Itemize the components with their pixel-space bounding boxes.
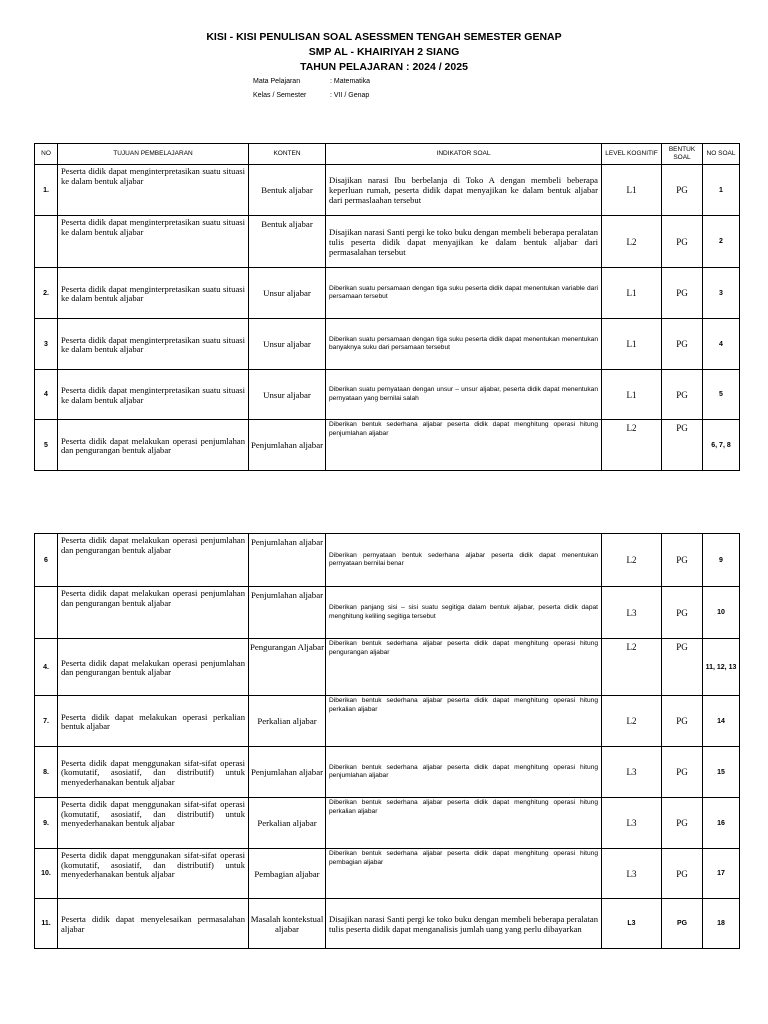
table-row <box>35 849 740 899</box>
row-tujuan: Peserta didik dapat melakukan operasi penjumlahan dan pengurangan bentuk aljabar <box>58 420 249 471</box>
row-soal: 15 <box>703 747 740 798</box>
document-title: KISI - KISI PENULISAN SOAL ASESSMEN TENGAH SEMESTER GENAP <box>206 31 562 43</box>
table-row <box>35 268 740 319</box>
school-name: SMP AL - KHAIRIYAH 2 SIANG <box>308 46 460 58</box>
row-indikator: Diberikan bentuk sederhana aljabar peserta didik dapat menghitung operasi hitung perkalian aljabar <box>326 696 602 747</box>
row-konten: Unsur aljabar <box>249 319 326 370</box>
row-soal: 11, 12, 13 <box>703 639 740 696</box>
col-bentuk: BENTUK SOAL <box>662 144 703 165</box>
row-bentuk: PG <box>662 534 703 587</box>
row-bentuk: PG <box>662 798 703 849</box>
row-soal: 1 <box>703 165 740 216</box>
row-level: L1 <box>602 370 662 420</box>
row-no <box>35 587 58 639</box>
col-no: NO <box>35 144 58 165</box>
row-bentuk: PG <box>662 165 703 216</box>
table-header-row <box>35 144 740 165</box>
row-level: L2 <box>602 534 662 587</box>
row-no: 11. <box>35 899 58 949</box>
col-nosoal: NO SOAL <box>703 144 740 165</box>
subject-label: Mata Pelajaran <box>253 78 301 85</box>
row-indikator: Diberikan bentuk sederhana aljabar peserta didik dapat menghitung operasi hitung perkalian aljabar <box>326 798 602 849</box>
row-level: L2 <box>602 216 662 268</box>
academic-year: TAHUN PELAJARAN : 2024 / 2025 <box>300 61 468 73</box>
row-tujuan: Peserta didik dapat menggunakan sifat-sifat operasi (komutatif, asosiatif, dan distributif) untuk menyederhanakan bentuk aljabar <box>58 747 249 798</box>
row-soal: 5 <box>703 370 740 420</box>
row-tujuan: Peserta didik dapat menginterpretasikan suatu situasi ke dalam bentuk aljabar <box>58 268 249 319</box>
row-bentuk: PG <box>662 639 703 696</box>
row-bentuk: PG <box>662 899 703 949</box>
col-indikator: INDIKATOR SOAL <box>326 144 602 165</box>
row-indikator: Diberikan bentuk sederhana aljabar peserta didik dapat menghitung operasi hitung pengurangan aljabar <box>326 639 602 696</box>
row-soal: 3 <box>703 268 740 319</box>
row-no: 4. <box>35 639 58 696</box>
row-konten: Penjumlahan aljabar <box>249 747 326 798</box>
row-soal: 14 <box>703 696 740 747</box>
row-indikator: Diberikan suatu pernyataan dengan unsur – unsur aljabar, peserta didik dapat menentukan pernyataan yang bernilai salah <box>326 370 602 420</box>
row-konten: Perkalian aljabar <box>249 798 326 849</box>
table-row <box>35 165 740 216</box>
table-row <box>35 587 740 639</box>
row-indikator: Diberikan panjang sisi – sisi suatu segitiga dalam bentuk aljabar, peserta didik dapat menghitung keliling segitiga tersebut <box>326 587 602 639</box>
row-level: L1 <box>602 319 662 370</box>
row-level: L1 <box>602 268 662 319</box>
row-bentuk: PG <box>662 319 703 370</box>
row-level: L3 <box>602 899 662 949</box>
row-konten: Penjumlahan aljabar <box>249 420 326 471</box>
row-bentuk: PG <box>662 268 703 319</box>
table-row <box>35 534 740 587</box>
row-no: 3 <box>35 319 58 370</box>
row-no: 9. <box>35 798 58 849</box>
kisi-table-2 <box>34 533 740 949</box>
row-soal: 16 <box>703 798 740 849</box>
row-indikator: Disajikan narasi Santi pergi ke toko buku dengan membeli beberapa peralatan tulis peserta didik dapat menganalisis jumlah uang yang perlu dibayarkan <box>326 899 602 949</box>
row-indikator: Diberikan suatu persamaan dengan tiga suku peserta didik dapat menentukan variable dari persamaan tersebut <box>326 268 602 319</box>
row-level: L3 <box>602 747 662 798</box>
table-row <box>35 696 740 747</box>
row-konten: Pembagian aljabar <box>249 849 326 899</box>
row-soal: 6, 7, 8 <box>703 420 740 471</box>
table-row <box>35 420 740 471</box>
row-bentuk: PG <box>662 849 703 899</box>
row-no: 5 <box>35 420 58 471</box>
col-konten: KONTEN <box>249 144 326 165</box>
row-no: 6 <box>35 534 58 587</box>
row-no: 2. <box>35 268 58 319</box>
row-indikator: Diberikan bentuk sederhana aljabar peserta didik dapat menghitung operasi hitung pembagian aljabar <box>326 849 602 899</box>
subject-value: : Matematika <box>330 78 371 85</box>
table-row <box>35 216 740 268</box>
row-indikator: Diberikan bentuk sederhana aljabar peserta didik dapat menghitung operasi hitung penjumlahan aljabar <box>326 747 602 798</box>
class-value: : VII / Genap <box>330 92 370 99</box>
row-tujuan: Peserta didik dapat menginterpretasikan suatu situasi ke dalam bentuk aljabar <box>58 216 249 268</box>
row-indikator: Disajikan narasi Santi pergi ke toko buku dengan membeli beberapa peralatan tulis peserta didik dapat menyajikan ke dalam bentuk aljabar dari permasalahan tersebut <box>326 216 602 268</box>
row-konten: Unsur aljabar <box>249 268 326 319</box>
row-tujuan: Peserta didik dapat menginterpretasikan suatu situasi ke dalam bentuk aljabar <box>58 165 249 216</box>
row-konten: Perkalian aljabar <box>249 696 326 747</box>
row-level: L3 <box>602 849 662 899</box>
kisi-table-1 <box>34 143 740 471</box>
row-indikator: Diberikan pernyataan bentuk sederhana aljabar peserta didik dapat menentukan pernyataan bernilai benar <box>326 534 602 587</box>
class-row <box>253 92 369 99</box>
row-konten: Penjumlahan aljabar <box>249 534 326 587</box>
col-tujuan: TUJUAN PEMBELAJARAN <box>58 144 249 165</box>
row-konten: Pengurangan Aljabar <box>249 639 326 696</box>
row-soal: 17 <box>703 849 740 899</box>
class-label: Kelas / Semester <box>253 92 307 99</box>
row-soal: 4 <box>703 319 740 370</box>
row-level: L2 <box>602 696 662 747</box>
table-row <box>35 747 740 798</box>
table-row <box>35 370 740 420</box>
row-bentuk: PG <box>662 370 703 420</box>
row-indikator: Diberikan bentuk sederhana aljabar peserta didik dapat menghitung operasi hitung penjumlahan aljabar <box>326 420 602 471</box>
row-level: L2 <box>602 420 662 471</box>
row-soal: 2 <box>703 216 740 268</box>
row-konten: Unsur aljabar <box>249 370 326 420</box>
row-level: L3 <box>602 587 662 639</box>
table-row <box>35 899 740 949</box>
row-konten: Masalah kontekstual aljabar <box>249 899 326 949</box>
row-tujuan: Peserta didik dapat melakukan operasi penjumlahan dan pengurangan bentuk aljabar <box>58 587 249 639</box>
row-tujuan: Peserta didik dapat menginterpretasikan suatu situasi ke dalam bentuk aljabar <box>58 370 249 420</box>
row-bentuk: PG <box>662 420 703 471</box>
col-level: LEVEL KOGNITIF <box>602 144 662 165</box>
row-no <box>35 216 58 268</box>
row-level: L3 <box>602 798 662 849</box>
row-tujuan: Peserta didik dapat melakukan operasi perkalian bentuk aljabar <box>58 696 249 747</box>
row-bentuk: PG <box>662 587 703 639</box>
row-no: 10. <box>35 849 58 899</box>
row-bentuk: PG <box>662 696 703 747</box>
table-row <box>35 319 740 370</box>
row-no: 8. <box>35 747 58 798</box>
row-tujuan: Peserta didik dapat melakukan operasi penjumlahan dan pengurangan bentuk aljabar <box>58 534 249 587</box>
row-indikator: Diberikan suatu persamaan dengan tiga suku peserta didik dapat menentukan menentukan banyaknya suku dari persamaan tersebut <box>326 319 602 370</box>
row-tujuan: Peserta didik dapat menggunakan sifat-sifat operasi (komutatif, asosiatif, dan distributif) untuk menyederhanakan bentuk aljabar <box>58 798 249 849</box>
row-no: 4 <box>35 370 58 420</box>
row-no: 1. <box>35 165 58 216</box>
row-indikator: Disajikan narasi Ibu berbelanja di Toko A dengan membeli beberapa keperluan rumah, peserta didik dapat menyajikan ke dalam bentuk aljabar dari permaslaahan tersebut <box>326 165 602 216</box>
row-tujuan: Peserta didik dapat menggunakan sifat-sifat operasi (komutatif, asosiatif, dan distributif) untuk menyederhanakan bentuk aljabar <box>58 849 249 899</box>
row-bentuk: PG <box>662 216 703 268</box>
row-konten: Penjumlahan aljabar <box>249 587 326 639</box>
row-level: L2 <box>602 639 662 696</box>
row-tujuan: Peserta didik dapat menginterpretasikan suatu situasi ke dalam bentuk aljabar <box>58 319 249 370</box>
row-level: L1 <box>602 165 662 216</box>
row-soal: 18 <box>703 899 740 949</box>
row-tujuan: Peserta didik dapat menyelesaikan permasalahan aljabar <box>58 899 249 949</box>
row-no: 7. <box>35 696 58 747</box>
row-konten: Bentuk aljabar <box>249 165 326 216</box>
row-soal: 10 <box>703 587 740 639</box>
row-bentuk: PG <box>662 747 703 798</box>
subject-row <box>253 78 370 85</box>
table-row <box>35 639 740 696</box>
row-konten: Bentuk aljabar <box>249 216 326 268</box>
row-soal: 9 <box>703 534 740 587</box>
row-tujuan: Peserta didik dapat melakukan operasi penjumlahan dan pengurangan bentuk aljabar <box>58 639 249 696</box>
table-row <box>35 798 740 849</box>
